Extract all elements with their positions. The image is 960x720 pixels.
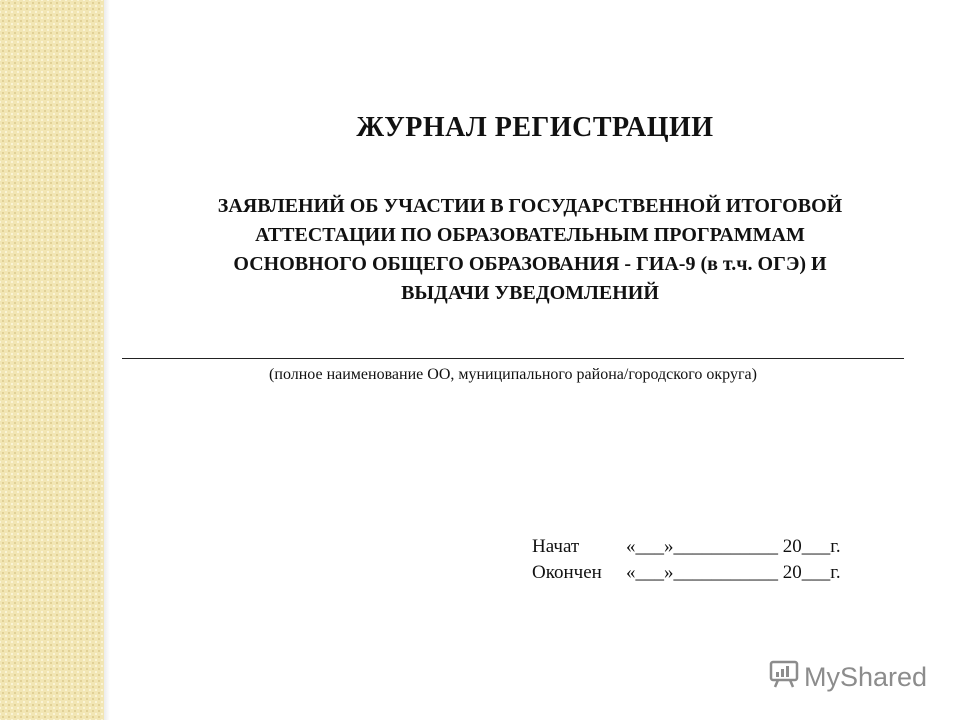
date-started-row — [532, 534, 841, 560]
side-strip-shadow — [104, 0, 110, 720]
subtitle-line: ВЫДАЧИ УВЕДОМЛЕНИЙ — [401, 282, 659, 304]
date-ended-label: Окончен — [532, 562, 602, 583]
decorative-side-strip — [0, 0, 104, 720]
date-ended-value: «___»___________ 20___г. — [626, 562, 841, 583]
watermark-text: MyShared — [804, 662, 928, 692]
date-started-value: «___»___________ 20___г. — [626, 536, 841, 557]
subtitle-line: ОСНОВНОГО ОБЩЕГО ОБРАЗОВАНИЯ - ГИА-9 (в т.ч. ОГЭ) И — [233, 253, 827, 275]
presentation-board-icon — [768, 658, 804, 697]
date-ended-row — [532, 560, 841, 586]
subtitle-line: ЗАЯВЛЕНИЙ ОБ УЧАСТИИ В ГОСУДАРСТВЕННОЙ ИТОГОВОЙ — [217, 195, 843, 217]
journal-title: ЖУРНАЛ РЕГИСТРАЦИИ — [356, 112, 714, 143]
myshared-watermark — [768, 658, 927, 697]
subtitle-line: АТТЕСТАЦИИ ПО ОБРАЗОВАТЕЛЬНЫМ ПРОГРАММАМ — [255, 224, 805, 246]
date-started-label: Начат — [532, 536, 580, 557]
organization-name-caption: (полное наименование ОО, муниципального района/городского округа) — [269, 366, 757, 383]
organization-name-line — [122, 358, 904, 359]
journal-subtitle — [130, 192, 930, 308]
journal-dates — [532, 534, 841, 586]
